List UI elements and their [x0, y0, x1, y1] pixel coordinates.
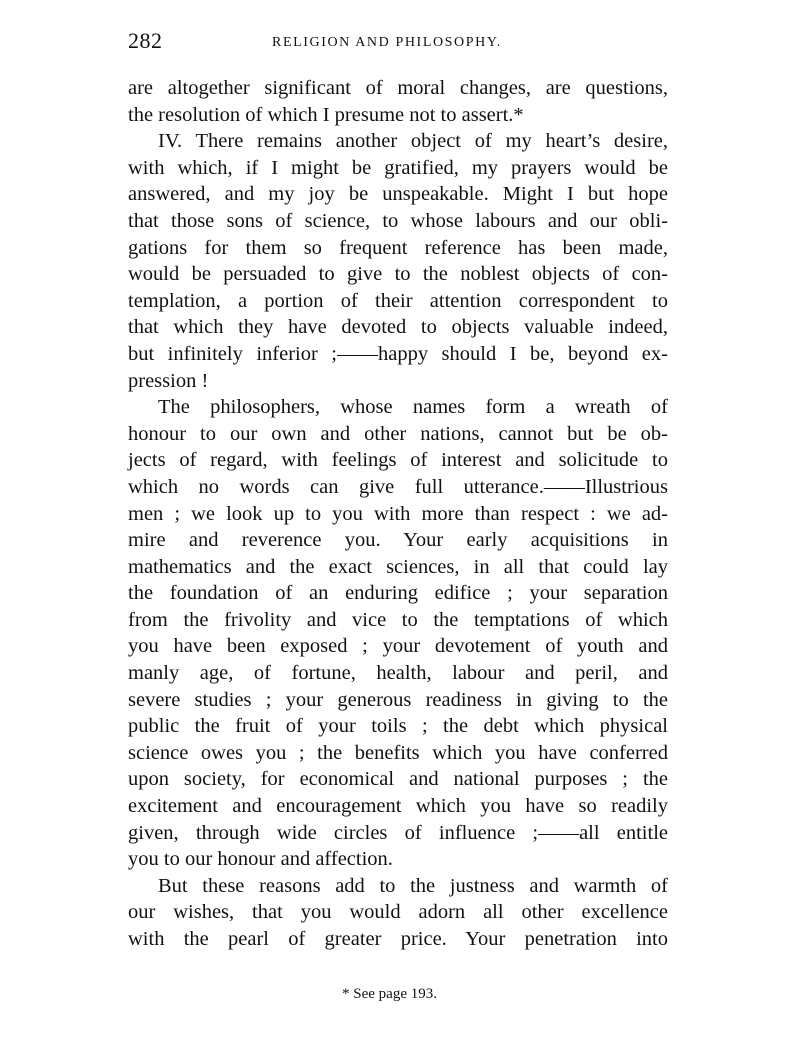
page-number: 282 — [128, 28, 163, 53]
text-line: mire and reverence you. Your early acquisitions in — [128, 529, 668, 552]
text-line: mathematics and the exact sciences, in all that could lay — [128, 555, 668, 578]
text-line: But these reasons add to the justness and warmth of — [158, 874, 668, 897]
text-line: upon society, for economical and national purposes ; the — [128, 768, 668, 791]
text-line: public the fruit of your toils ; the debt which physical — [128, 715, 668, 738]
text-line: that those sons of science, to whose labours and our obli- — [128, 209, 668, 232]
text-line: pression ! — [128, 369, 209, 392]
text-line: from the frivolity and vice to the temptations of which — [128, 608, 668, 631]
text-line: you to our honour and affection. — [128, 848, 393, 871]
text-line: IV. There remains another object of my heart’s desire, — [158, 130, 668, 153]
text-line: given, through wide circles of influence ;——all entitle — [128, 821, 668, 844]
text-line: would be persuaded to give to the noblest objects of con- — [128, 263, 668, 286]
text-line: gations for them so frequent reference has been made, — [128, 236, 668, 259]
text-line: the resolution of which I presume not to assert.* — [128, 103, 524, 126]
text-line: our wishes, that you would adorn all other excellence — [128, 901, 668, 924]
text-line: which no words can give full utterance.——Illustrious — [128, 475, 668, 498]
text-line: with the pearl of greater price. Your penetration into — [128, 928, 668, 950]
text-line: the foundation of an enduring edifice ; your separation — [128, 582, 668, 605]
text-line: that which they have devoted to objects valuable indeed, — [128, 316, 668, 339]
text-line: honour to our own and other nations, cannot but be ob- — [128, 422, 668, 445]
text-line: jects of regard, with feelings of interest and solicitude to — [128, 449, 668, 472]
text-line: manly age, of fortune, health, labour and peril, and — [128, 662, 668, 685]
footnote: * See page 193. — [342, 986, 437, 1002]
text-line: men ; we look up to you with more than respect : we ad- — [128, 502, 668, 525]
text-line: excitement and encouragement which you have so readily — [128, 795, 668, 818]
text-line: with which, if I might be gratified, my prayers would be — [128, 156, 668, 179]
text-line: The philosophers, whose names form a wreath of — [158, 396, 668, 419]
text-line: answered, and my joy be unspeakable. Might I but hope — [128, 183, 668, 206]
text-line: but infinitely inferior ;——happy should I be, beyond ex- — [128, 342, 668, 365]
text-line: science owes you ; the benefits which you have conferred — [128, 741, 668, 764]
text-line: you have been exposed ; your devotement of youth and — [128, 635, 668, 658]
text-line: are altogether significant of moral changes, are questions, — [128, 77, 668, 99]
running-head-title: RELIGION AND PHILOSOPHY. — [272, 35, 502, 50]
text-line: severe studies ; your generous readiness in giving to the — [128, 688, 668, 711]
body-text — [128, 75, 668, 953]
text-line: templation, a portion of their attention correspondent to — [128, 289, 668, 312]
